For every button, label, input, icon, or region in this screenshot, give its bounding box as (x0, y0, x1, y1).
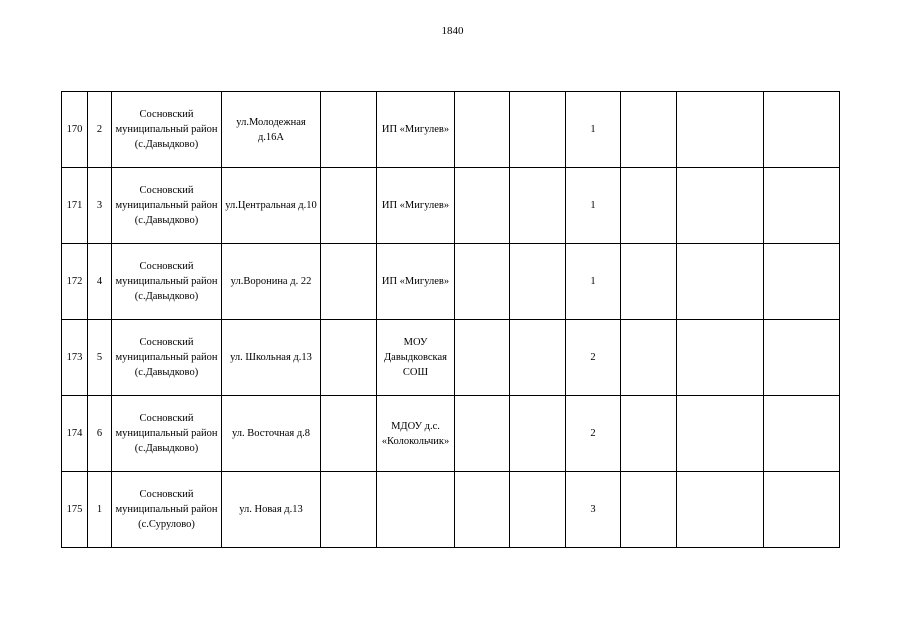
row-number: 175 (62, 472, 88, 548)
empty-cell (510, 168, 566, 244)
address-cell: ул.Молодежная д.16А (222, 92, 321, 168)
table-row (62, 168, 840, 244)
empty-cell (510, 92, 566, 168)
empty-cell (455, 244, 510, 320)
empty-cell (621, 472, 677, 548)
empty-cell (621, 320, 677, 396)
table-row (62, 396, 840, 472)
empty-cell (677, 168, 764, 244)
table-row (62, 244, 840, 320)
empty-cell (764, 168, 840, 244)
owner-cell: ИП «Мигулев» (377, 168, 455, 244)
row-sub-number: 6 (88, 396, 112, 472)
count-cell: 1 (566, 92, 621, 168)
empty-cell (621, 168, 677, 244)
empty-cell (321, 320, 377, 396)
empty-cell (510, 244, 566, 320)
address-cell: ул. Новая д.13 (222, 472, 321, 548)
table-row (62, 472, 840, 548)
empty-cell (321, 168, 377, 244)
empty-cell (321, 396, 377, 472)
empty-cell (764, 244, 840, 320)
address-cell: ул.Центральная д.10 (222, 168, 321, 244)
district-cell: Сосновский муниципальный район (с.Давыдково) (112, 244, 222, 320)
empty-cell (455, 472, 510, 548)
empty-cell (764, 396, 840, 472)
empty-cell (677, 92, 764, 168)
registry-table (61, 91, 840, 548)
address-cell: ул. Школьная д.13 (222, 320, 321, 396)
district-cell: Сосновский муниципальный район (с.Давыдково) (112, 320, 222, 396)
empty-cell (321, 244, 377, 320)
empty-cell (321, 472, 377, 548)
empty-cell (510, 472, 566, 548)
row-number: 172 (62, 244, 88, 320)
empty-cell (764, 320, 840, 396)
row-number: 171 (62, 168, 88, 244)
empty-cell (455, 396, 510, 472)
table-row (62, 92, 840, 168)
district-cell: Сосновский муниципальный район (с.Давыдково) (112, 168, 222, 244)
district-cell: Сосновский муниципальный район (с.Давыдково) (112, 92, 222, 168)
empty-cell (455, 320, 510, 396)
row-sub-number: 3 (88, 168, 112, 244)
owner-cell: МОУ Давыдковская СОШ (377, 320, 455, 396)
empty-cell (621, 244, 677, 320)
count-cell: 2 (566, 396, 621, 472)
empty-cell (455, 168, 510, 244)
count-cell: 2 (566, 320, 621, 396)
empty-cell (764, 472, 840, 548)
table-row (62, 320, 840, 396)
district-cell: Сосновский муниципальный район (с.Сурулово) (112, 472, 222, 548)
row-number: 174 (62, 396, 88, 472)
owner-cell (377, 472, 455, 548)
empty-cell (677, 472, 764, 548)
empty-cell (677, 320, 764, 396)
owner-cell: МДОУ д.с. «Колокольчик» (377, 396, 455, 472)
district-cell: Сосновский муниципальный район (с.Давыдково) (112, 396, 222, 472)
page-number: 1840 (441, 25, 464, 37)
empty-cell (621, 92, 677, 168)
row-sub-number: 2 (88, 92, 112, 168)
empty-cell (677, 396, 764, 472)
address-cell: ул. Восточная д.8 (222, 396, 321, 472)
row-number: 173 (62, 320, 88, 396)
owner-cell: ИП «Мигулев» (377, 92, 455, 168)
row-sub-number: 4 (88, 244, 112, 320)
empty-cell (621, 396, 677, 472)
row-number: 170 (62, 92, 88, 168)
empty-cell (677, 244, 764, 320)
count-cell: 1 (566, 168, 621, 244)
empty-cell (455, 92, 510, 168)
count-cell: 1 (566, 244, 621, 320)
empty-cell (510, 396, 566, 472)
owner-cell: ИП «Мигулев» (377, 244, 455, 320)
row-sub-number: 5 (88, 320, 112, 396)
row-sub-number: 1 (88, 472, 112, 548)
empty-cell (321, 92, 377, 168)
address-cell: ул.Воронина д. 22 (222, 244, 321, 320)
count-cell: 3 (566, 472, 621, 548)
empty-cell (764, 92, 840, 168)
empty-cell (510, 320, 566, 396)
